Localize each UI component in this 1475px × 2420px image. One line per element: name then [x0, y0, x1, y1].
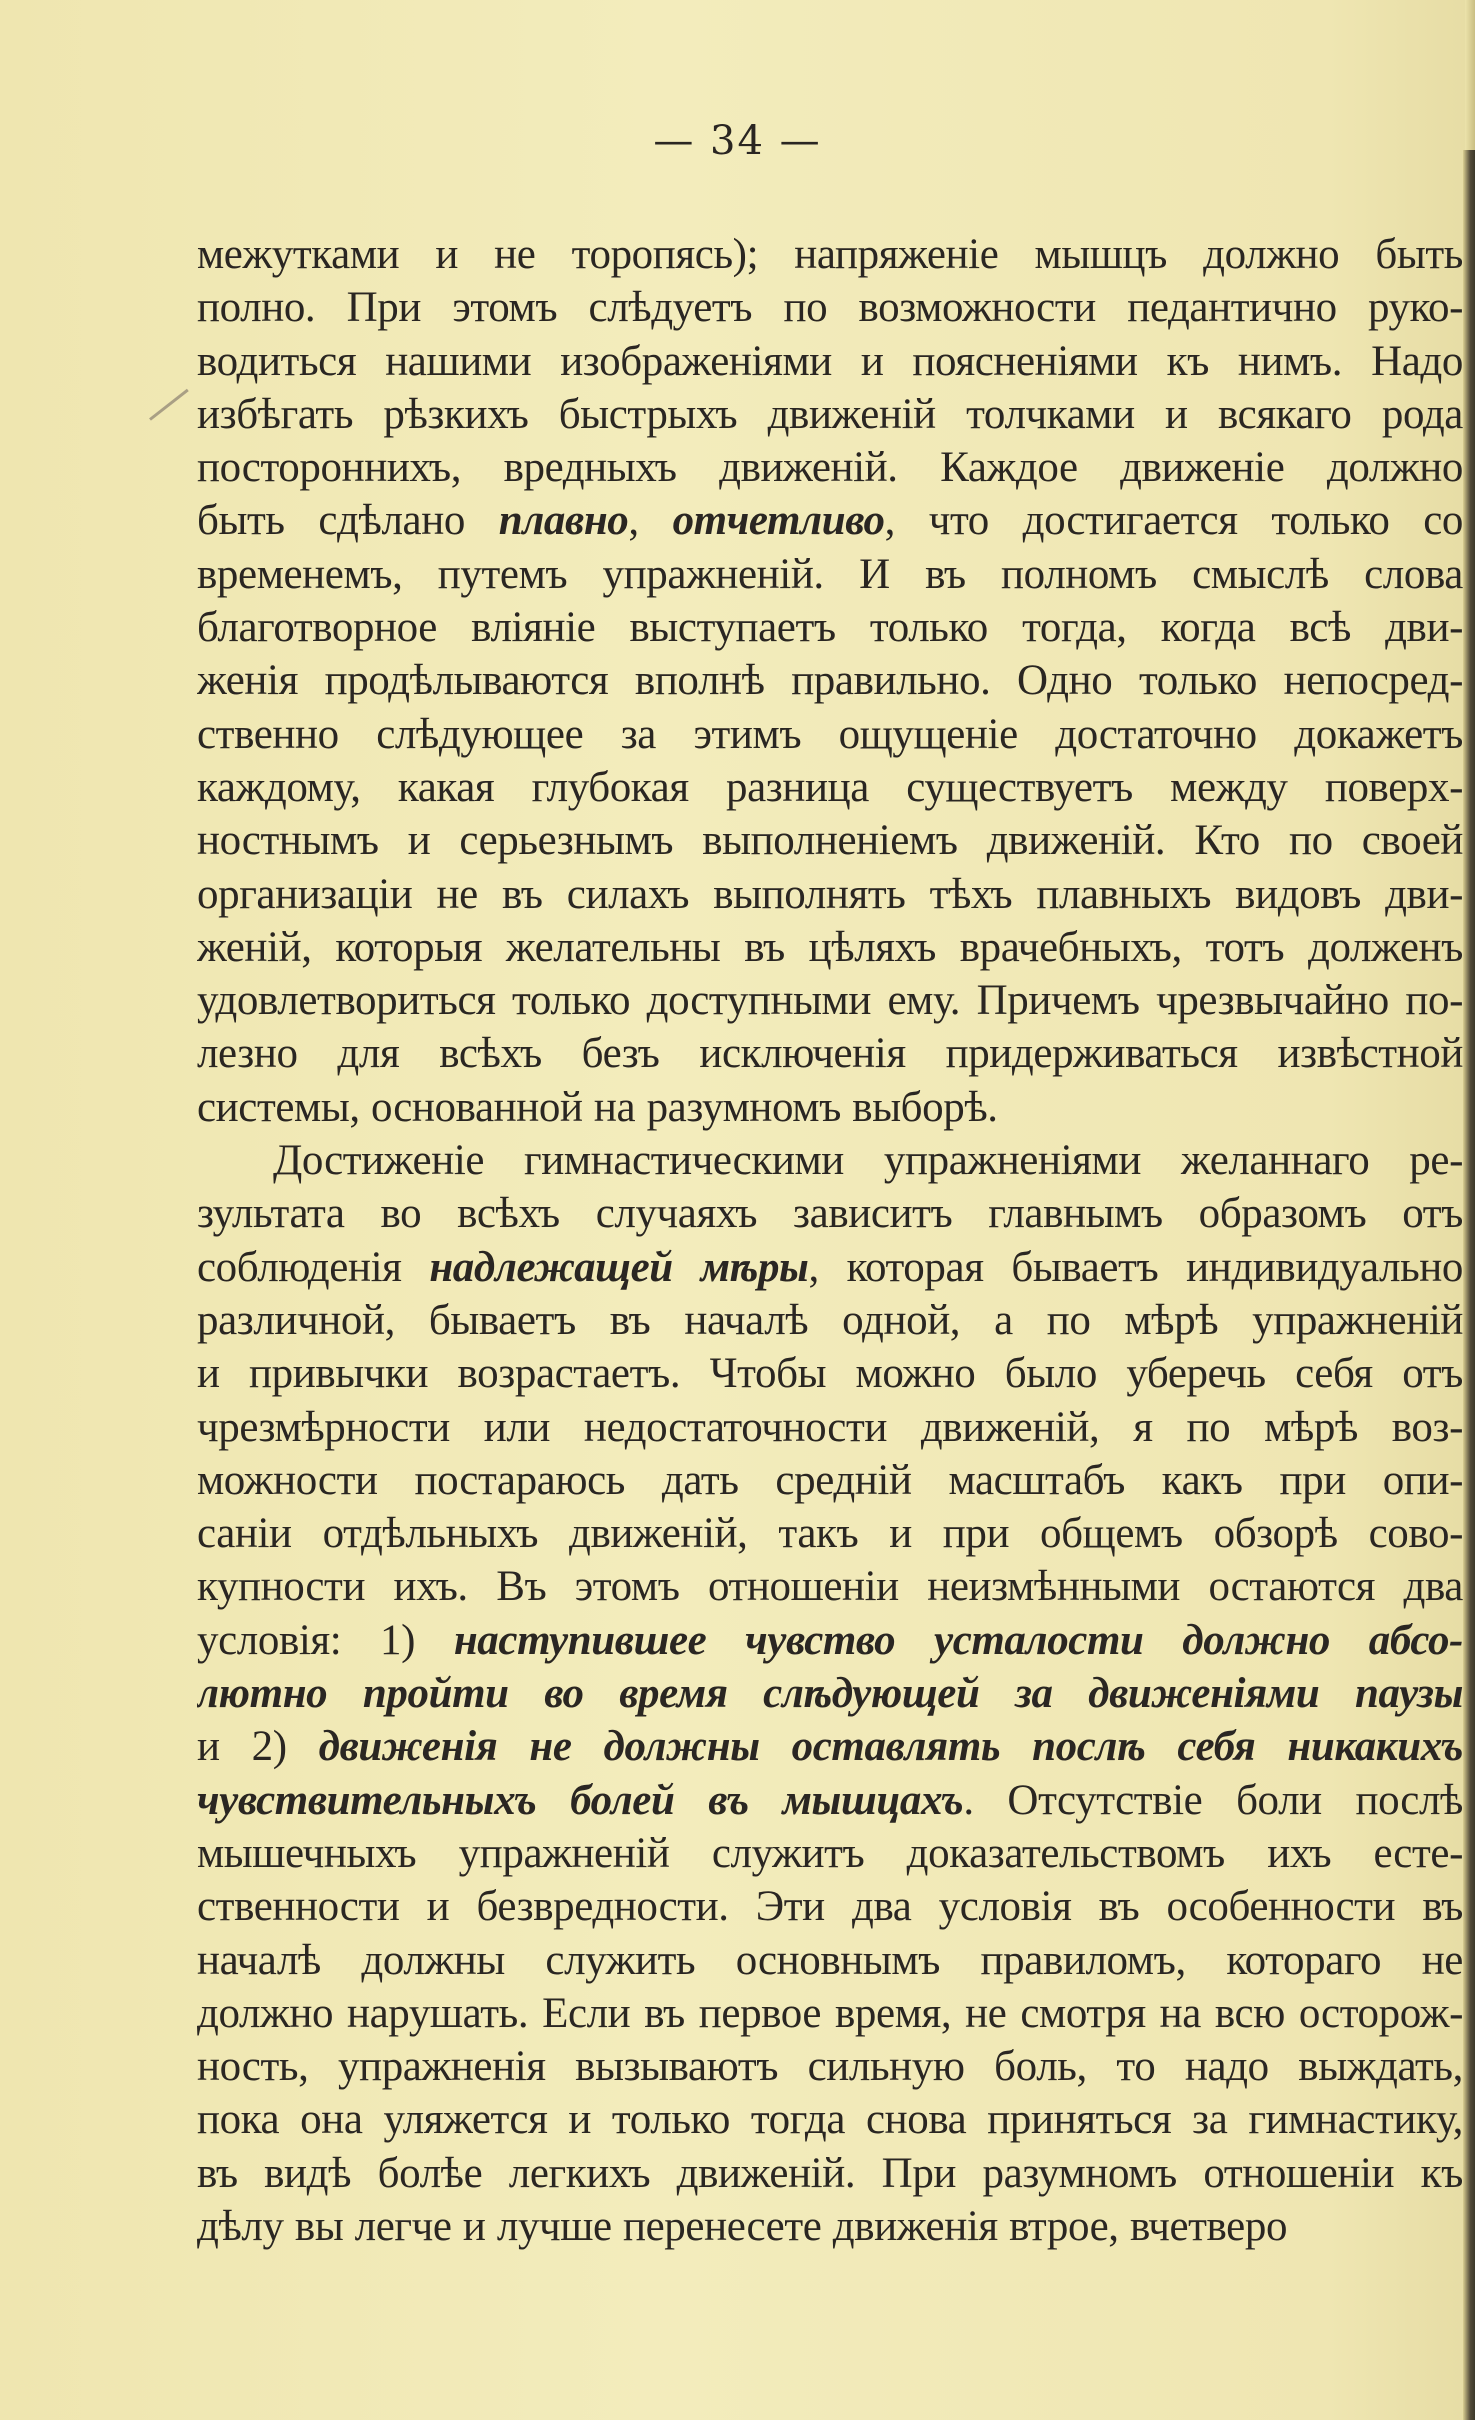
- text-line: избѣгать рѣзкихъ быстрыхъ движеній толчками и всякаго рода: [197, 390, 1463, 438]
- emphasized-text: отчетливо: [672, 497, 885, 545]
- text-line: организаціи не въ силахъ выполнять тѣхъ плавныхъ видовъ дви-: [197, 870, 1463, 918]
- text-line: временемъ, путемъ упражненій. И въ полномъ смыслѣ слова: [197, 550, 1463, 598]
- text-line: должно нарушать. Если въ первое время, не смотря на всю осторож-: [197, 1989, 1463, 2037]
- text-line: условія: 1) наступившее чувство усталости должно абсо-: [197, 1616, 1463, 1664]
- text-line: различной, бываетъ въ началѣ одной, а по мѣрѣ упражненій: [197, 1296, 1463, 1344]
- emphasized-text: движенія не должны оставлять послѣ себя никакихъ: [318, 1723, 1463, 1771]
- text-line: [197, 1667, 1463, 1720]
- paragraph: [197, 228, 1463, 1134]
- text-line: дѣлу вы легче и лучше перенесете движенія втрое, вчетверо: [197, 2202, 1288, 2250]
- page-number: — 34 —: [653, 118, 822, 164]
- page-edge-shadow: [1463, 150, 1475, 2420]
- margin-pencil-mark: [149, 389, 189, 421]
- text-line: полно. При этомъ слѣдуетъ по возможности педантично руко-: [197, 284, 1463, 332]
- text-line: зультата во всѣхъ случаяхъ зависитъ главнымъ образомъ отъ: [197, 1190, 1463, 1238]
- text-line: лезно для всѣхъ безъ исключенія придерживаться извѣстной: [197, 1030, 1463, 1078]
- body-text: [197, 228, 1463, 2253]
- text-line: быть сдѣлано плавно, отчетливо, что достигается только со: [197, 497, 1463, 545]
- text-line: постороннихъ, вредныхъ движеній. Каждое движеніе должно: [197, 444, 1463, 492]
- text-line: въ видѣ болѣе легкихъ движеній. При разумномъ отношеніи къ: [197, 2149, 1463, 2197]
- emphasized-text: наступившее чувство усталости должно абсо-: [453, 1616, 1463, 1664]
- text-line: и привычки возрастаетъ. Чтобы можно было уберечь себя отъ: [197, 1350, 1463, 1398]
- text-line: системы, основанной на разумномъ выборѣ.: [197, 1083, 998, 1131]
- text-line: Достиженіе гимнастическими упражненіями желаннаго ре-: [273, 1137, 1463, 1185]
- text-line: мышечныхъ упражненій служитъ доказательствомъ ихъ есте-: [197, 1829, 1463, 1877]
- emphasized-text: лютно пройти во время слѣдующей за движеніями паузы: [197, 1670, 1463, 1718]
- emphasized-text: чувствительныхъ болей въ мышцахъ: [197, 1776, 964, 1824]
- text-line: пока она уляжется и только тогда снова приняться за гимнастику,: [197, 2096, 1463, 2144]
- paragraph: [197, 1134, 1463, 2253]
- text-line: каждому, какая глубокая разница существуетъ между поверх-: [197, 763, 1463, 811]
- text-line: соблюденія надлежащей мѣры, которая бываетъ индивидуально: [197, 1243, 1463, 1291]
- text-line: и 2) движенія не должны оставлять послѣ себя никакихъ: [197, 1723, 1463, 1771]
- text-line: саніи отдѣльныхъ движеній, такъ и при общемъ обзорѣ сово-: [197, 1510, 1463, 1558]
- text-line: межутками и не торопясь); напряженіе мышцъ должно быть: [197, 231, 1463, 278]
- text-line: благотворное вліяніе выступаетъ только тогда, когда всѣ дви-: [197, 604, 1463, 652]
- text-line: купности ихъ. Въ этомъ отношеніи неизмѣнными остаются два: [197, 1563, 1463, 1611]
- text-line: чрезмѣрности или недостаточности движеній, я по мѣрѣ воз-: [197, 1403, 1463, 1451]
- text-line: ностнымъ и серьезнымъ выполненіемъ движеній. Кто по своей: [197, 817, 1463, 865]
- text-line: началѣ должны служить основнымъ правиломъ, котораго не: [197, 1936, 1463, 1984]
- text-line: женій, которыя желательны въ цѣляхъ врачебныхъ, тотъ долженъ: [197, 923, 1463, 971]
- text-line: чувствительныхъ болей въ мышцахъ. Отсутствіе боли послѣ: [197, 1776, 1463, 1824]
- text-line: можности постараюсь дать средній масштабъ какъ при опи-: [197, 1456, 1463, 1504]
- text-line: ственно слѣдующее за этимъ ощущеніе достаточно докажетъ: [197, 710, 1463, 758]
- text-line: женія продѣлываются вполнѣ правильно. Одно только непосред-: [197, 657, 1463, 705]
- text-line: ность, упражненія вызываютъ сильную боль, то надо выждать,: [197, 2043, 1463, 2091]
- text-line: ственности и безвредности. Эти два условія въ особенности въ: [197, 1883, 1463, 1931]
- emphasized-text: надлежащей мѣры: [429, 1243, 809, 1291]
- text-line: водиться нашими изображеніями и поясненіями къ нимъ. Надо: [197, 337, 1463, 385]
- text-line: удовлетвориться только доступными ему. Причемъ чрезвычайно по-: [197, 977, 1463, 1025]
- emphasized-text: плавно: [498, 497, 629, 545]
